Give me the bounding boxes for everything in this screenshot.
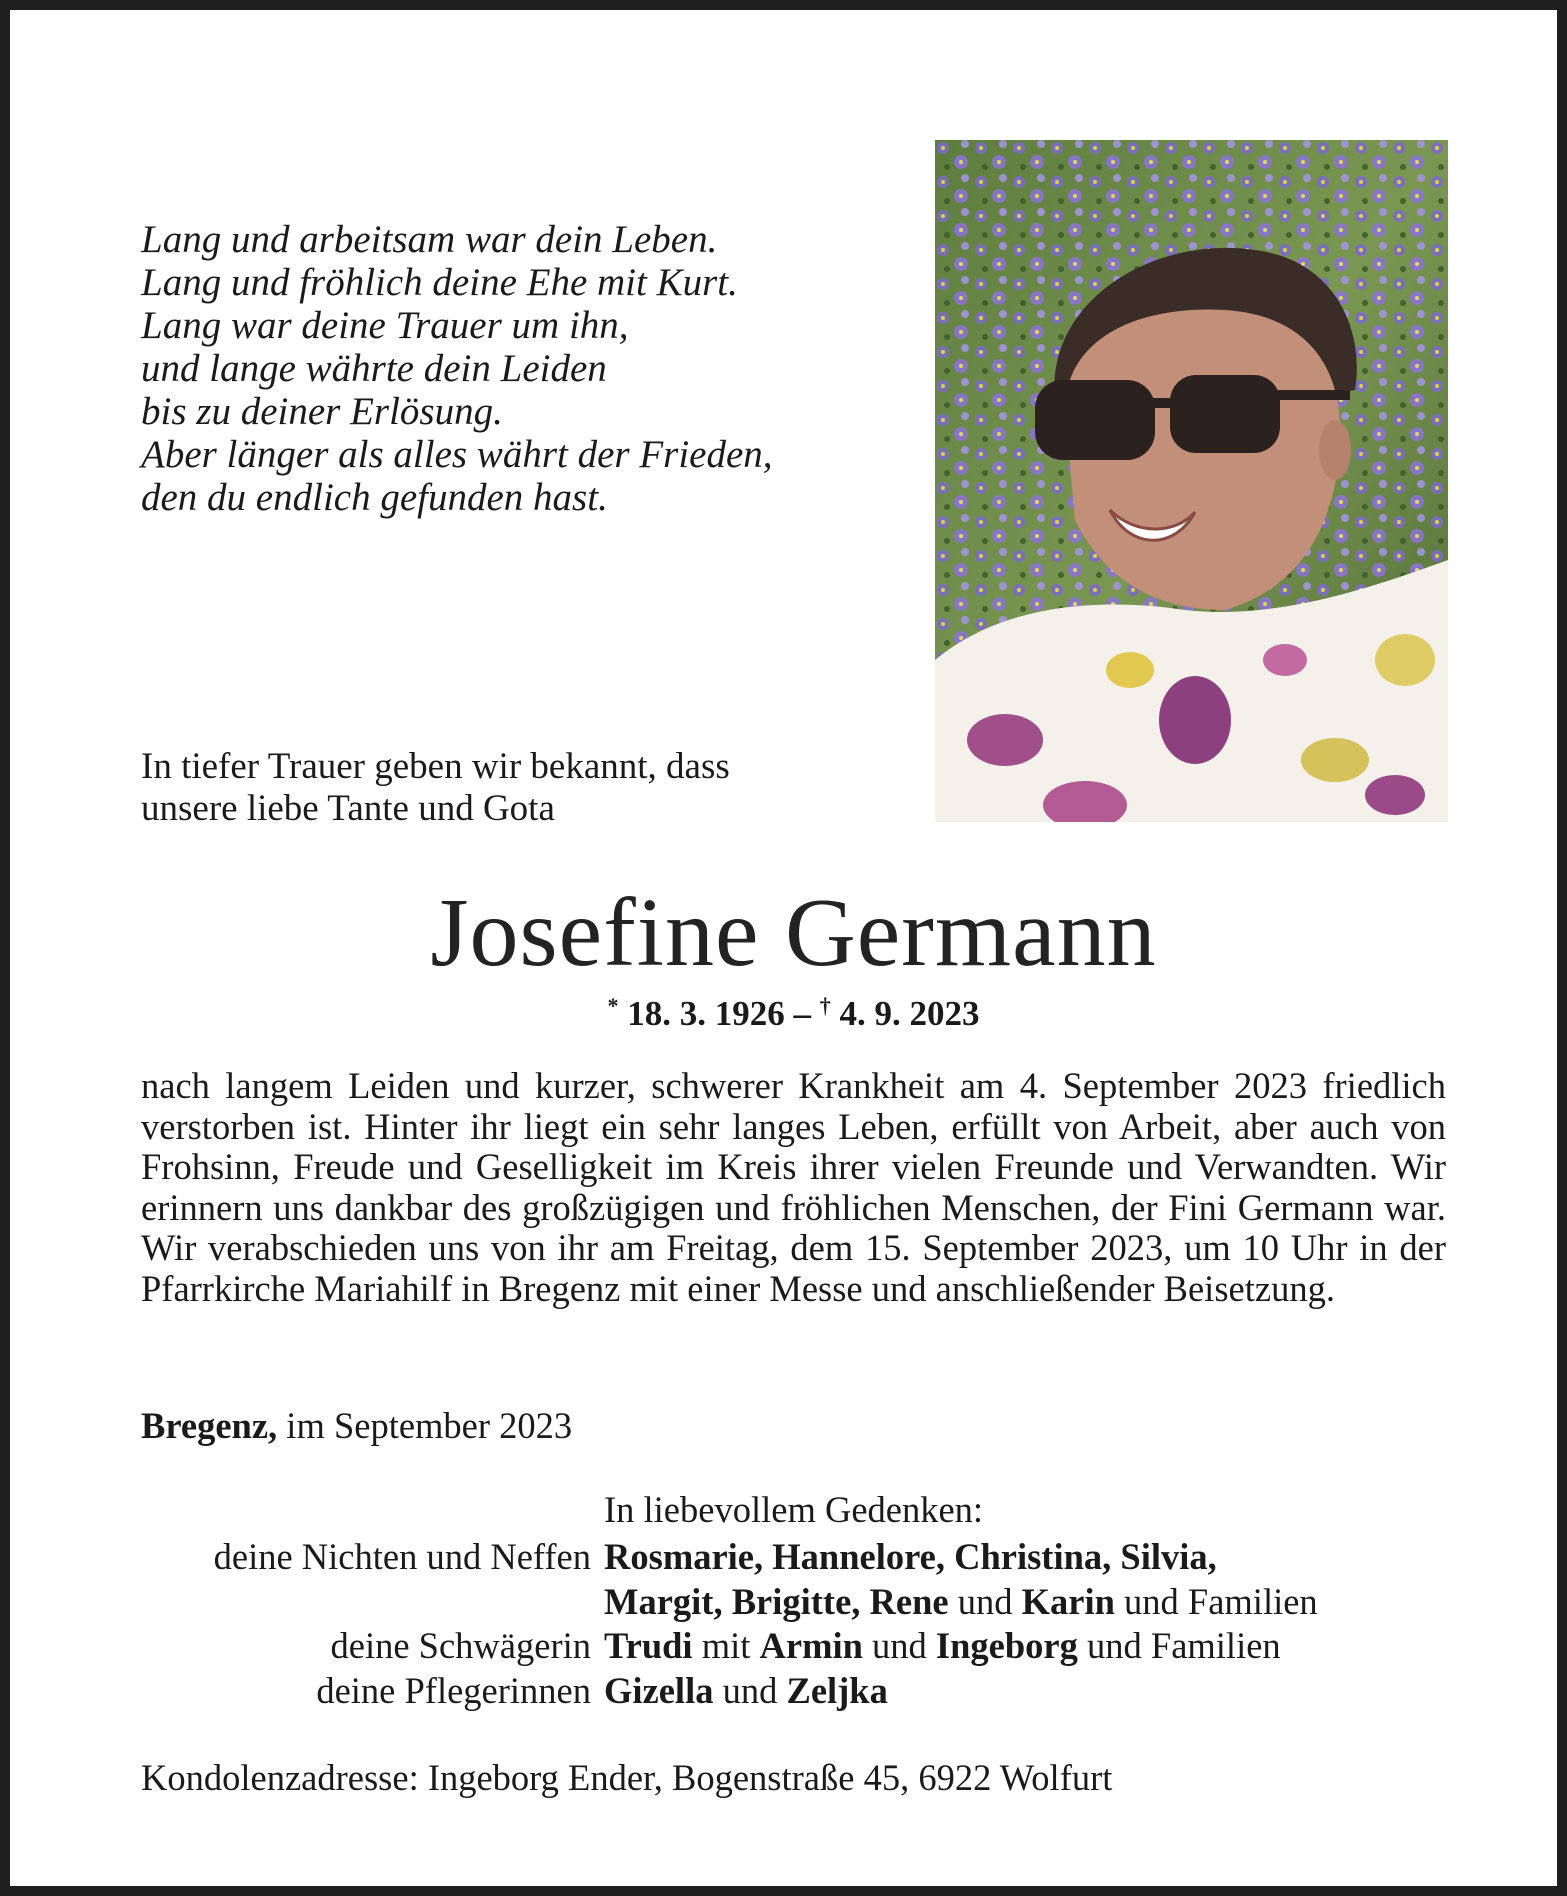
condolence-address: Kondolenzadresse: Ingeborg Ender, Bogenstraße 45, 6922 Wolfurt [141,1757,1113,1798]
poem-line: bis zu deiner Erlösung. [141,390,503,433]
mourner-row-caregivers [141,1669,1461,1714]
mourner-names [604,1624,1461,1669]
life-dates [10,986,1567,1034]
mourner-name: Trudi [604,1625,693,1666]
conjunction: und [957,1580,1013,1622]
mourner-name: Christina, [954,1536,1112,1577]
families-note: und Familien [1087,1625,1281,1666]
poem-line: Lang und fröhlich deine Ehe mit Kurt. [141,261,738,304]
announcement-body: nach langem Leiden und kurzer, schwerer Krankheit am 4. September 2023 friedlich verstorben ist. Hinter ihr liegt ein sehr langes Leben, erfüllt von Arbeit, aber auch von Frohsinn, Freude und Geselligkeit im Kreis ihrer vielen Freunde und Verwandten. Wir erinnern uns dankbar des großzügigen und fröhlichen Menschen, der Fini Germann war. Wir verabschieden uns von ihr am Freitag, dem 15. September 2023, um 10 Uhr in der Pfarrkirche Mariahilf in Bregenz mit einer Messe und anschließender Beisetzung. [141,1065,1446,1309]
mourner-name: Hannelore, [772,1536,945,1577]
poem-line: Lang war deine Trauer um ihn, [141,304,629,347]
mourner-row-nieces [141,1535,1461,1580]
mourner-name: Margit, [604,1580,723,1622]
birth-symbol: * [607,993,619,1018]
conjunction: mit [701,1625,751,1666]
families-note: und Familien [1124,1580,1318,1622]
memory-heading: In liebevollem Gedenken: [604,1489,984,1530]
relation-label: deine Nichten und Neffen [213,1536,591,1577]
conjunction: und [872,1625,927,1666]
poem [141,218,801,519]
death-date: 4. 9. 2023 [839,994,980,1033]
death-symbol: † [819,993,831,1018]
place-city: Bregenz, [141,1405,278,1446]
mourner-name: Karin [1021,1580,1115,1622]
poem-line: und lange währte dein Leiden [141,347,607,390]
mourner-name: Rosmarie, [604,1536,764,1577]
poem-line: Aber länger als alles währt der Frieden, [141,433,773,476]
mourner-row-sister-in-law [141,1624,1461,1669]
date-separator: – [793,994,811,1033]
portrait-photo [935,140,1448,822]
mourner-name: Zeljka [786,1669,888,1711]
mourner-name: Armin [759,1625,863,1666]
mourner-name: Silvia, [1120,1536,1217,1577]
portrait-illustration [935,140,1448,822]
intro-line: unsere liebe Tante und Gota [141,788,555,829]
mourner-name: Ingeborg [935,1625,1078,1666]
mourner-names [604,1535,1461,1580]
mourner-names [604,1669,1461,1714]
mourner-name: Brigitte, [731,1580,861,1622]
relation-label: deine Schwägerin [330,1625,591,1666]
poem-line: Lang und arbeitsam war dein Leben. [141,218,718,261]
conjunction: und [722,1669,778,1711]
mourner-name: Rene [869,1580,949,1622]
mourner-name: Gizella [604,1669,714,1711]
place-and-date [141,1405,941,1447]
intro-line: In tiefer Trauer geben wir bekannt, dass [141,746,730,787]
mourner-names [604,1580,1461,1625]
deceased-name: Josefine Germann [430,879,1157,987]
relation-label: deine Pflegerinnen [316,1669,591,1711]
birth-date: 18. 3. 1926 [627,994,785,1033]
mourner-row-nieces-cont [141,1580,1461,1625]
mourners-list [141,1535,1461,1713]
announcement-intro [141,746,901,830]
place-date: im September 2023 [286,1405,573,1446]
poem-line: den du endlich gefunden hast. [141,476,608,519]
